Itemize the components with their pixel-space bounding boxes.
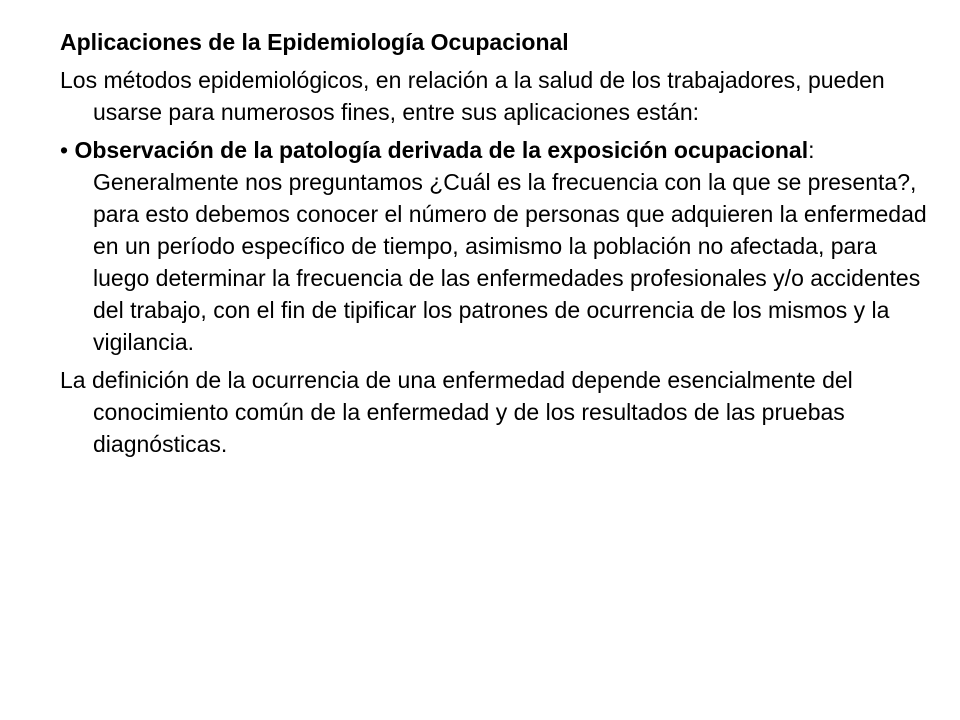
closing-paragraph — [60, 364, 930, 460]
intro-text: Los métodos epidemiológicos, en relación a la salud de los trabajadores, pueden usarse para numerosos fines, entre sus aplicaciones están: — [60, 67, 885, 125]
bullet-paragraph — [60, 134, 930, 358]
intro-paragraph — [60, 64, 930, 128]
slide-content — [60, 26, 930, 466]
bullet-text: : Generalmente nos preguntamos ¿Cuál es la frecuencia con la que se presenta?, para esto debemos conocer el número de personas que adquieren la enfermedad en un período específico de tiempo, asimismo la población no afectada, para luego determinar la frecuencia de las enfermedades profesionales y/o accidentes del trabajo, con el fin de tipificar los patrones de ocurrencia de los mismos y la vigilancia. — [93, 137, 927, 355]
slide-title: Aplicaciones de la Epidemiología Ocupacional — [60, 29, 569, 55]
bullet-term: Observación de la patología derivada de la exposición ocupacional — [74, 137, 809, 163]
bullet-marker: • — [60, 137, 69, 163]
closing-text: La definición de la ocurrencia de una enfermedad depende esencialmente del conocimiento común de la enfermedad y de los resultados de las pruebas diagnósticas. — [60, 367, 853, 457]
